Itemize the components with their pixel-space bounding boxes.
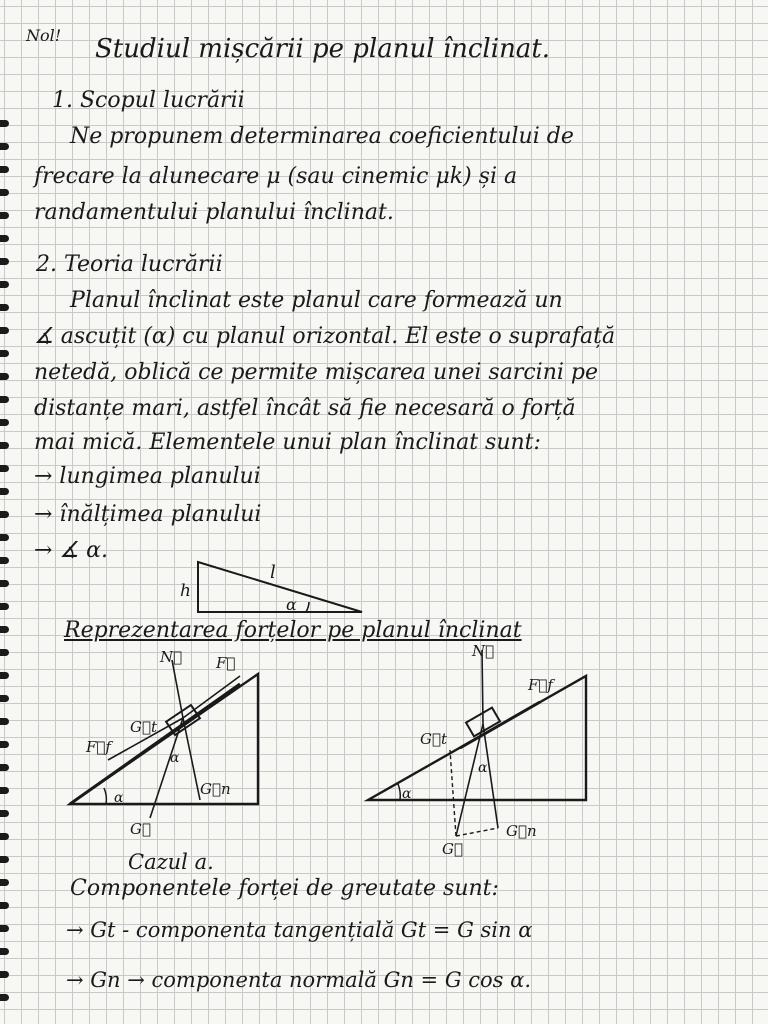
left-friction-force-label: F⃗f — [86, 738, 111, 756]
spiral-binding — [0, 0, 16, 1024]
section-2-line: distanțe mari, astfel încât să fie necesară o forță — [34, 396, 576, 421]
components-heading: Componentele forței de greutate sunt: — [70, 876, 499, 901]
binding-ring — [0, 143, 9, 150]
binding-ring — [0, 396, 9, 403]
binding-ring — [0, 120, 9, 127]
binding-ring — [0, 189, 9, 196]
left-base-angle-label: α — [114, 790, 124, 806]
binding-ring — [0, 281, 9, 288]
left-mid-angle-label: α — [170, 750, 180, 766]
section-2-line: ∡ ascuțit (α) cu planul orizontal. El este o suprafață — [34, 324, 616, 349]
binding-ring — [0, 580, 9, 587]
section-2-heading: 2. Teoria lucrării — [36, 252, 223, 277]
binding-ring — [0, 833, 9, 840]
binding-ring — [0, 304, 9, 311]
binding-ring — [0, 879, 9, 886]
length-label: l — [270, 562, 276, 583]
left-normal-force-label: N⃗ — [160, 648, 183, 666]
note-label: Nol! — [26, 26, 62, 45]
binding-ring — [0, 925, 9, 932]
left-normal-component-label: G⃗n — [200, 780, 231, 798]
binding-ring — [0, 511, 9, 518]
binding-ring — [0, 695, 9, 702]
section-1-heading: 1. Scopul lucrării — [52, 88, 245, 113]
case-label: Cazul a. — [128, 850, 214, 874]
binding-ring — [0, 994, 9, 1001]
left-force-diagram — [60, 640, 310, 850]
binding-ring — [0, 327, 9, 334]
section-2-line: → ∡ α. — [34, 538, 108, 563]
section-2-line: netedă, oblică ce permite mișcarea unei sarcini pe — [34, 360, 599, 385]
binding-ring — [0, 235, 9, 242]
tangential-component-line: → Gt - componenta tangențială Gt = G sin α — [66, 918, 533, 942]
right-normal-component-label: G⃗n — [506, 822, 537, 840]
binding-ring — [0, 856, 9, 863]
normal-component-line: → Gn → componenta normală Gn = G cos α. — [66, 968, 531, 992]
binding-ring — [0, 557, 9, 564]
left-weight-label: G⃗ — [130, 820, 151, 838]
binding-ring — [0, 902, 9, 909]
binding-ring — [0, 166, 9, 173]
right-mid-angle-label: α — [478, 760, 488, 776]
section-2-line: Planul înclinat este planul care formează un — [70, 288, 563, 313]
binding-ring — [0, 787, 9, 794]
page-title: Studiul mișcării pe planul înclinat. — [95, 34, 551, 64]
right-friction-force-label: F⃗f — [528, 676, 553, 694]
binding-ring — [0, 971, 9, 978]
section-2-line: mai mică. Elementele unui plan înclinat sunt: — [34, 430, 541, 455]
forces-heading: Reprezentarea forțelor pe planul înclinat — [64, 618, 522, 643]
small-incline-diagram — [170, 556, 370, 620]
section-1-line: randamentului planului înclinat. — [34, 200, 394, 225]
binding-ring — [0, 626, 9, 633]
left-tangential-label: G⃗t — [130, 718, 158, 736]
right-normal-force-label: N⃗ — [472, 642, 495, 660]
section-1-line: Ne propunem determinarea coeficientului de — [70, 124, 574, 149]
binding-ring — [0, 810, 9, 817]
binding-ring — [0, 419, 9, 426]
binding-ring — [0, 258, 9, 265]
binding-ring — [0, 534, 9, 541]
section-2-line: → înălțimea planului — [34, 502, 262, 527]
binding-ring — [0, 948, 9, 955]
right-weight-label: G⃗ — [442, 840, 463, 858]
binding-ring — [0, 350, 9, 357]
binding-ring — [0, 488, 9, 495]
left-force-label: F⃗ — [216, 654, 236, 672]
binding-ring — [0, 649, 9, 656]
right-base-angle-label: α — [402, 786, 412, 802]
binding-ring — [0, 672, 9, 679]
binding-ring — [0, 465, 9, 472]
section-1-line: frecare la alunecare μ (sau cinemic μk) și a — [34, 164, 518, 189]
binding-ring — [0, 718, 9, 725]
binding-ring — [0, 603, 9, 610]
binding-ring — [0, 373, 9, 380]
section-2-line: → lungimea planului — [34, 464, 261, 489]
binding-ring — [0, 442, 9, 449]
right-force-diagram — [360, 640, 600, 860]
angle-label: α — [286, 595, 297, 614]
binding-ring — [0, 764, 9, 771]
binding-ring — [0, 212, 9, 219]
binding-ring — [0, 741, 9, 748]
height-label: h — [180, 581, 191, 601]
right-tangential-label: G⃗t — [420, 730, 448, 748]
